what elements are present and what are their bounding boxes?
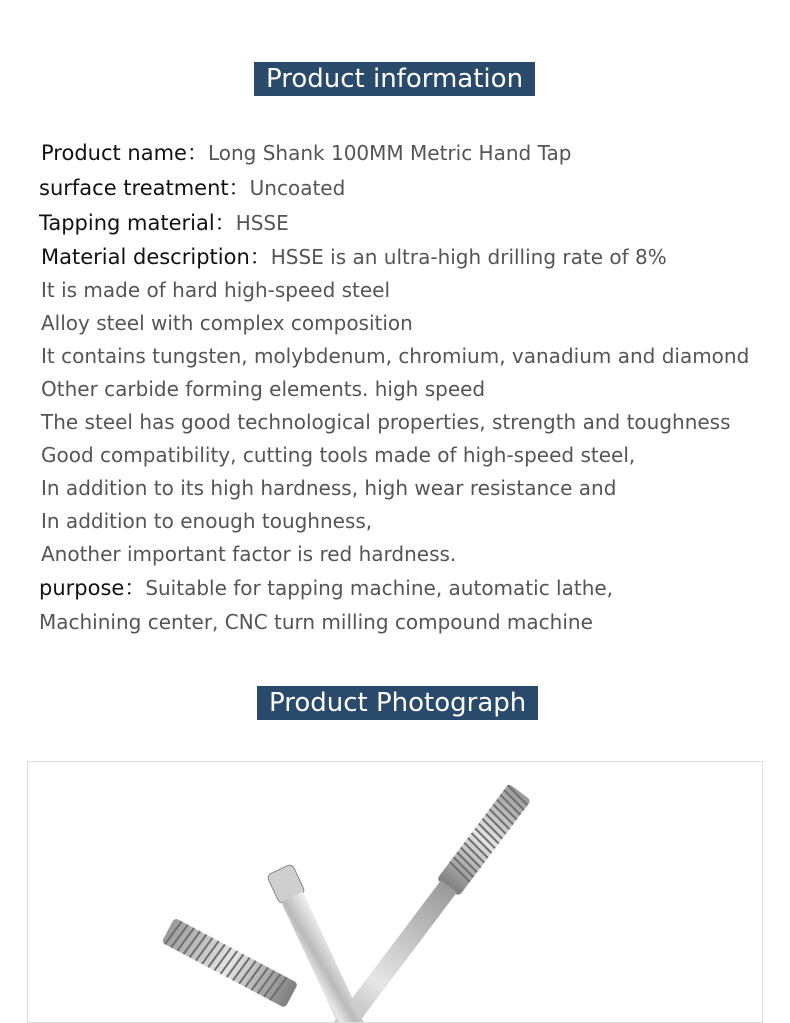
spec-purpose (39, 575, 613, 601)
description-line: In addition to its high hardness, high wear resistance and (41, 476, 617, 500)
spec-tapping-material (39, 210, 289, 236)
spec-value: Suitable for tapping machine, automatic lathe, (145, 576, 614, 600)
description-line: It contains tungsten, molybdenum, chromium, vanadium and diamond (41, 344, 750, 368)
purpose-continuation: Machining center, CNC turn milling compound machine (39, 610, 593, 634)
product-photograph-heading: Product Photograph (257, 686, 538, 720)
spec-material-description (41, 244, 667, 270)
spec-surface-treatment (39, 175, 345, 201)
description-line: The steel has good technological properties, strength and toughness (41, 410, 731, 434)
spec-value: HSSE is an ultra-high drilling rate of 8% (270, 245, 667, 269)
description-line: It is made of hard high-speed steel (41, 278, 391, 302)
description-line: Other carbide forming elements. high speed (41, 377, 486, 401)
spec-label: purpose： (39, 576, 146, 600)
spec-label: Product name： (41, 141, 208, 165)
spec-label: surface treatment： (39, 176, 250, 200)
spec-label: Tapping material： (39, 211, 236, 235)
spec-product-name (41, 140, 571, 166)
hand-tap-illustration (28, 762, 762, 1022)
spec-value: Long Shank 100MM Metric Hand Tap (207, 141, 572, 165)
spec-label: Material description： (41, 245, 271, 269)
spec-value: Uncoated (249, 176, 346, 200)
description-line: Another important factor is red hardness. (41, 542, 457, 566)
description-line: In addition to enough toughness, (41, 509, 373, 533)
description-line: Good compatibility, cutting tools made of high-speed steel, (41, 443, 636, 467)
spec-value: HSSE (235, 211, 289, 235)
product-photo (27, 761, 763, 1023)
description-line: Alloy steel with complex composition (41, 311, 413, 335)
product-information-heading: Product information (254, 62, 535, 96)
